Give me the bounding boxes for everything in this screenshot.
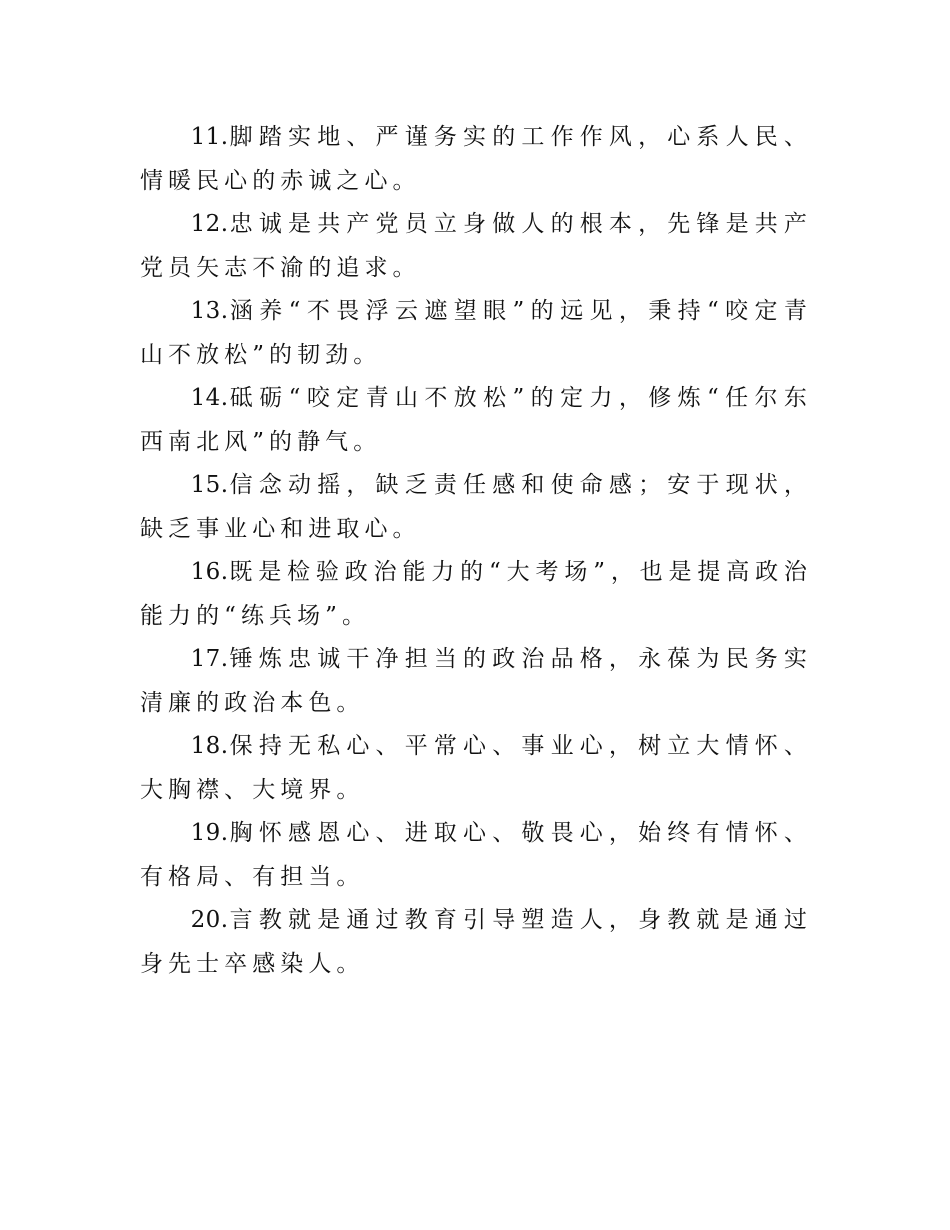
paragraph-number: 15. [190,472,229,498]
paragraph-number: 16. [190,559,229,585]
paragraph-text: 忠诚是共产党员立身做人的根本，先锋是共产党员矢志不渝的追求。 [140,211,812,281]
paragraph-text: 涵养“不畏浮云遮望眼”的远见，秉持“咬定青山不放松”的韧劲。 [140,298,812,368]
paragraph-12 [140,203,812,290]
paragraph-number: 20. [190,907,229,933]
paragraph-18 [140,725,812,812]
paragraph-text: 信念动摇，缺乏责任感和使命感；安于现状，缺乏事业心和进取心。 [140,472,812,542]
paragraph-number: 12. [190,211,229,237]
document-body [140,116,812,986]
paragraph-14 [140,377,812,464]
paragraph-number: 18. [190,733,229,759]
paragraph-11 [140,116,812,203]
paragraph-text: 既是检验政治能力的“大考场”，也是提高政治能力的“练兵场”。 [140,559,812,629]
paragraph-text: 脚踏实地、严谨务实的工作作风，心系人民、情暖民心的赤诚之心。 [140,124,812,194]
paragraph-17 [140,638,812,725]
paragraph-number: 19. [190,820,229,846]
paragraph-number: 13. [190,298,229,324]
paragraph-text: 言教就是通过教育引导塑造人，身教就是通过身先士卒感染人。 [140,907,812,977]
paragraph-15 [140,464,812,551]
paragraph-text: 锤炼忠诚干净担当的政治品格，永葆为民务实清廉的政治本色。 [140,646,812,716]
paragraph-19 [140,812,812,899]
paragraph-number: 14. [190,385,229,411]
paragraph-text: 胸怀感恩心、进取心、敬畏心，始终有情怀、有格局、有担当。 [140,820,812,890]
paragraph-number: 17. [190,646,229,672]
paragraph-number: 11. [190,124,229,150]
paragraph-text: 砥砺“咬定青山不放松”的定力，修炼“任尔东西南北风”的静气。 [140,385,812,455]
paragraph-text: 保持无私心、平常心、事业心，树立大情怀、大胸襟、大境界。 [140,733,812,803]
paragraph-13 [140,290,812,377]
paragraph-20 [140,899,812,986]
paragraph-16 [140,551,812,638]
